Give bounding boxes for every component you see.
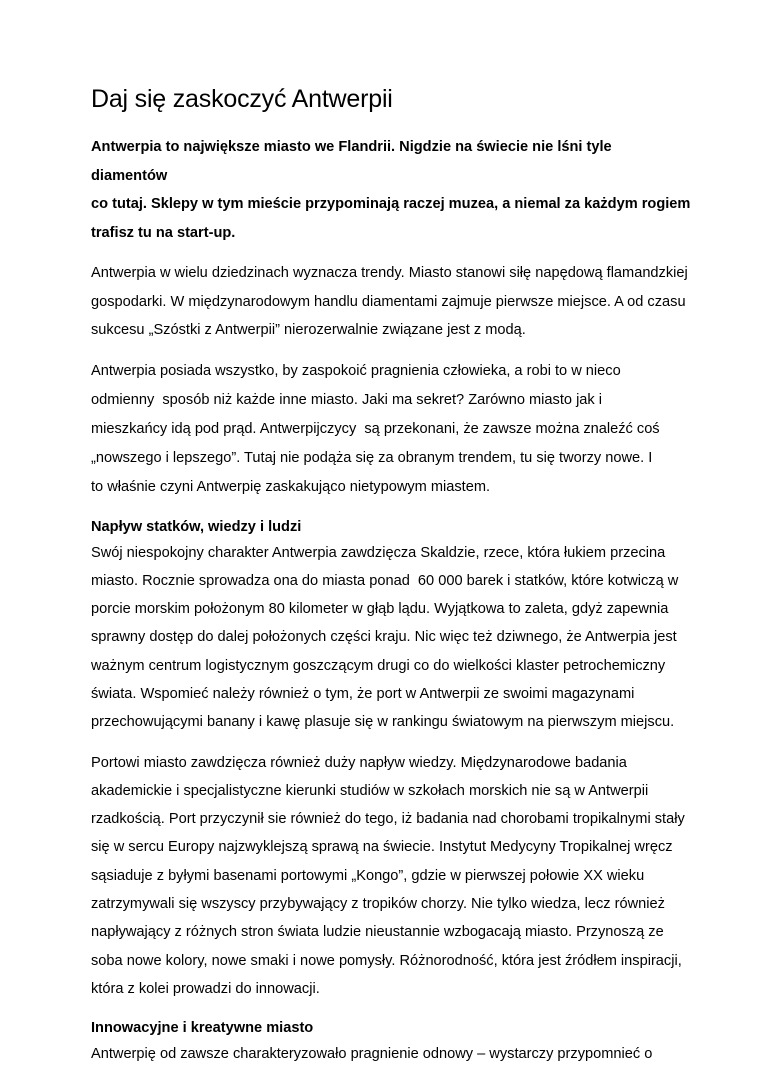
section-1-paragraph-1: Swój niespokojny charakter Antwerpia zawdzięcza Skaldzie, rzece, która łukiem przecina miasto. Rocznie sprowadza ona do miasta ponad 60 000 barek i statków, które kotwiczą w porcie morskim położonym 80 kilometer w głąb lądu. Wyjątkowa to zaleta, gdyż zapewnia sprawny dostęp do dalej położonych części kraju. Nic więc też dziwnego, że Antwerpia jest ważnym centrum logistycznym goszczącym drugi co do wielkości klaster petrochemiczny świata. Wspomieć należy również o tym, że port w Antwerpii ze swoimi magazynami przechowującymi banany i kawę plasuje się w rankingu światowym na pierwszym miejscu.: [91, 544, 679, 731]
lead-paragraph: Antwerpia to największe miasto we Flandrii. Nigdzie na świecie nie lśni tyle diamentów co tutaj. Sklepy w tym mieście przypominają raczej muzea, a niemal za każdym rogiem trafisz tu na start-up.: [91, 139, 691, 241]
section-heading-ships: Napływ statków, wiedzy i ludzi: [91, 518, 302, 535]
document-title: Daj się zaskoczyć Antwerpii: [91, 85, 393, 113]
body-paragraph-2: Antwerpia posiada wszystko, by zaspokoić pragnienia człowieka, a robi to w nieco odmienny sposób niż każde inne miasto. Jaki ma sekret? Zarówno miasto jak i mieszkańcy idą pod prąd. Antwerpijczycy są przekonani, że zawsze można znaleźć coś „nowszego i lepszego”. Tutaj nie podąża się za obranym trendem, tu się tworzy nowe. I to właśnie czyni Antwerpię zaskakująco nietypowym miastem.: [91, 362, 660, 495]
body-paragraph-1: Antwerpia w wielu dziedzinach wyznacza trendy. Miasto stanowi siłę napędową flamandzkiej gospodarki. W międzynarodowym handlu diamentami zajmuje pierwsze miejsce. A od czasu sukcesu „Szóstki z Antwerpii” nierozerwalnie związane jest z modą.: [91, 265, 688, 338]
document-page: [91, 84, 691, 1069]
section-heading-innovation: Innowacyjne i kreatywne miasto: [91, 1020, 314, 1037]
section-2-paragraph-1: Antwerpię od zawsze charakteryzowało pragnienie odnowy – wystarczy przypomnieć o: [91, 1046, 653, 1063]
section-1-paragraph-2: Portowi miasto zawdzięcza również duży napływ wiedzy. Międzynarodowe badania akademickie i specjalistyczne kierunki studiów w szkołach morskich nie są w Antwerpii rzadkością. Port przyczynił sie również do tego, iż badania nad chorobami tropikalnymi stały się w sercu Europy najzwyklejszą sprawą na świecie. Instytut Medycyny Tropikalnej wręcz sąsiaduje z byłymi basenami portowymi „Kongo”, gdzie w pierwszej połowie XX wieku zatrzymywali się wszyscy przybywający z tropików chorzy. Nie tylko wiedza, lecz również napływający z różnych stron świata ludzie nieustannie wzbogacają miasto. Przynoszą ze soba nowe kolory, nowe smaki i nowe pomysły. Różnorodność, która jest źródłem inspiracji, która z kolei prowadzi do innowacji.: [91, 754, 685, 997]
